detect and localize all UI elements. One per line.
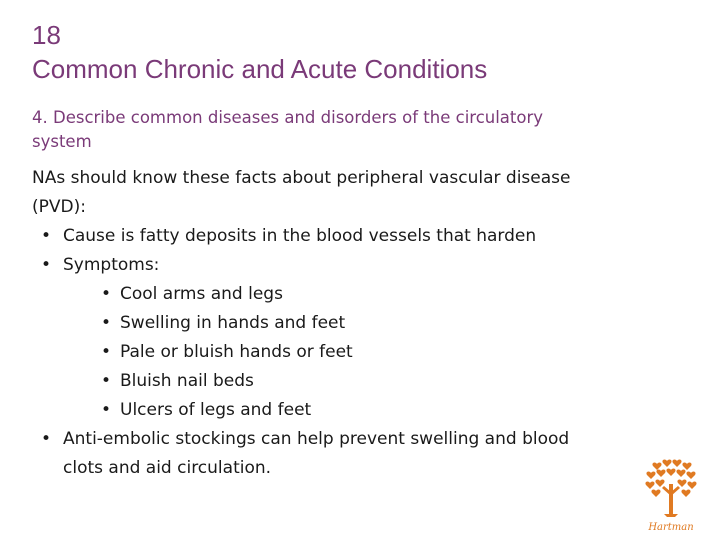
chapter-title: Common Chronic and Acute Conditions (32, 54, 488, 84)
list-item (32, 251, 692, 280)
sub-list-item-text: Swelling in hands and feet (120, 313, 346, 333)
intro-line-1: NAs should know these facts about peripheral vascular disease (32, 168, 571, 188)
bullet-marker: • (41, 226, 52, 246)
sub-list-item-text: Pale or bluish hands or feet (120, 342, 353, 362)
list-item (32, 425, 692, 483)
bullet-marker: • (101, 371, 112, 391)
logo-wordmark: Hartman (648, 522, 694, 533)
intro-paragraph (32, 164, 692, 222)
bullet-marker: • (41, 255, 52, 275)
bullet-marker: • (41, 429, 52, 449)
slide-title (32, 18, 487, 86)
hartman-logo (640, 458, 702, 534)
intro-line-2: (PVD): (32, 197, 86, 217)
list-item (32, 222, 692, 251)
bullet-marker: • (101, 342, 112, 362)
objective-line-2: system (32, 132, 92, 151)
chapter-number: 18 (32, 20, 61, 50)
sub-list-item-text: Bluish nail beds (120, 371, 254, 391)
sub-list-item-text: Cool arms and legs (120, 284, 283, 304)
sub-list-item (32, 280, 692, 309)
bullet-marker: • (101, 313, 112, 333)
sub-list-item-text: Ulcers of legs and feet (120, 400, 312, 420)
sub-list-item (32, 396, 692, 425)
list-item-text: Symptoms: (63, 255, 160, 275)
bullet-marker: • (101, 284, 112, 304)
slide-body (32, 164, 692, 483)
sub-list-item (32, 367, 692, 396)
bullet-list (32, 222, 692, 483)
bullet-marker: • (101, 400, 112, 420)
heart-tree-icon (640, 458, 702, 534)
learning-objective (32, 106, 682, 154)
list-item-text-line-2: clots and aid circulation. (63, 458, 272, 478)
objective-line-1: 4. Describe common diseases and disorders of the circulatory (32, 108, 544, 127)
list-item-text: Cause is fatty deposits in the blood vessels that harden (63, 226, 537, 246)
sub-list-item (32, 338, 692, 367)
list-item-text-line-1: Anti-embolic stockings can help prevent swelling and blood (63, 429, 570, 449)
sub-list-item (32, 309, 692, 338)
